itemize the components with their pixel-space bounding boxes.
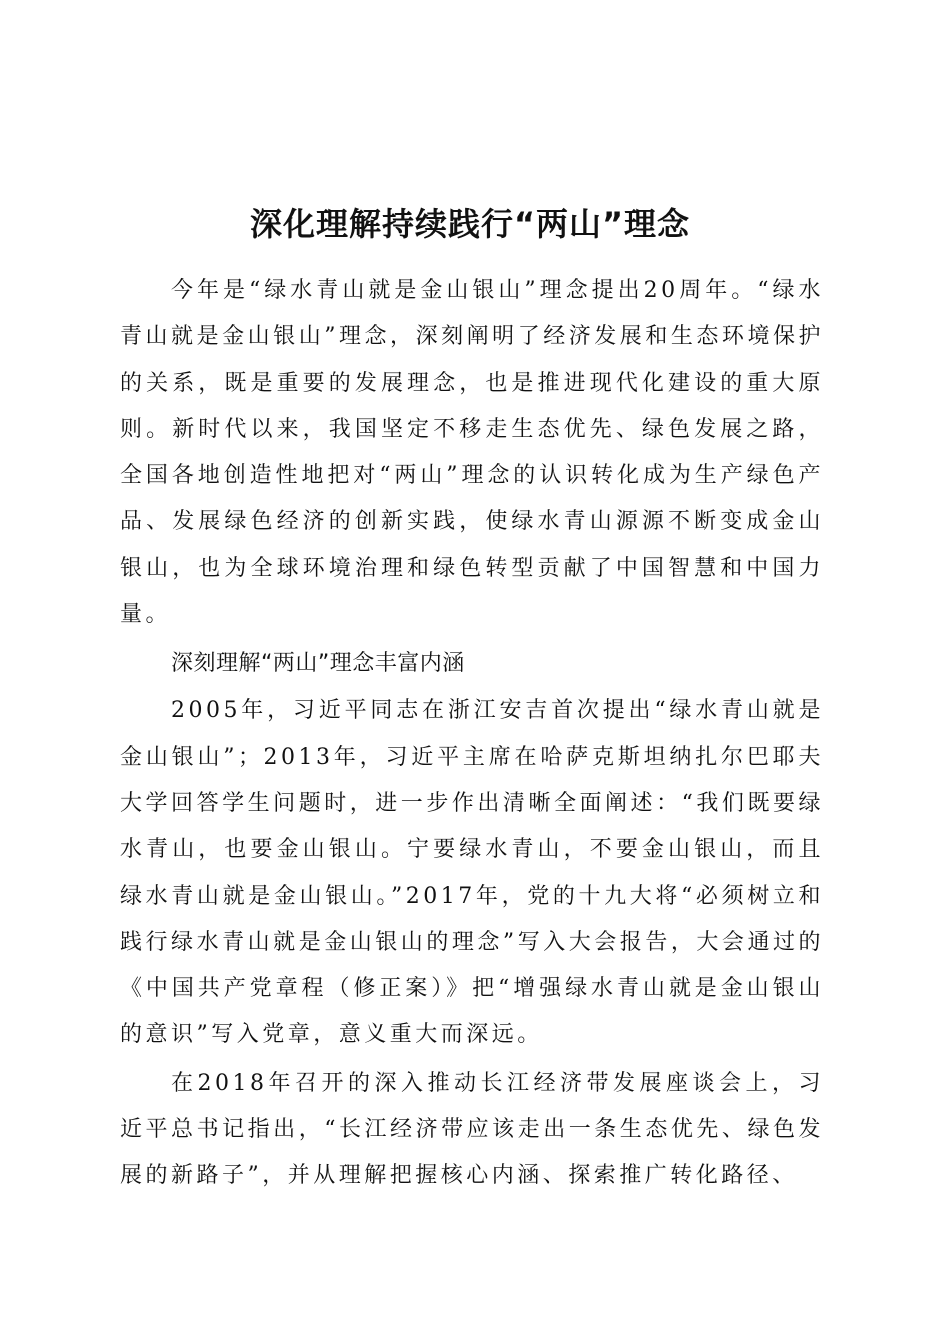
- document-body: [120, 268, 824, 1200]
- section-heading: 深刻理解“两山”理念丰富内涵: [171, 651, 465, 677]
- section-paragraph-2: 在2018年召开的深入推动长江经济带发展座谈会上，习近平总书记指出，“长江经济带应该走出一条生态优先、绿色发展的新路子”，并从理解把握核心内涵、探索推广转化路径、: [120, 1070, 824, 1189]
- section-paragraph-1: 2005年，习近平同志在浙江安吉首次提出“绿水青山就是金山银山”；2013年，习近平主席在哈萨克斯坦纳扎尔巴耶夫大学回答学生问题时，进一步作出清晰全面阐述：“我们既要绿水青山，也要金山银山。宁要绿水青山，不要金山银山，而且绿水青山就是金山银山。”2017年，党的十九大将“必须树立和践行绿水青山就是金山银山的理念”写入大会报告，大会通过的《中国共产党章程（修正案）》把“增强绿水青山就是金山银山的意识”写入党章，意义重大而深远。: [120, 698, 824, 1048]
- document-title: 深化理解持续践行“两山”理念: [249, 205, 691, 244]
- intro-paragraph: 今年是“绿水青山就是金山银山”理念提出20周年。“绿水青山就是金山银山”理念，深刻阐明了经济发展和生态环境保护的关系，既是重要的发展理念，也是推进现代化建设的重大原则。新时代以来，我国坚定不移走生态优先、绿色发展之路，全国各地创造性地把对“两山”理念的认识转化成为生产绿色产品、发展绿色经济的创新实践，使绿水青山源源不断变成金山银山，也为全球环境治理和绿色转型贡献了中国智慧和中国力量。: [120, 278, 824, 628]
